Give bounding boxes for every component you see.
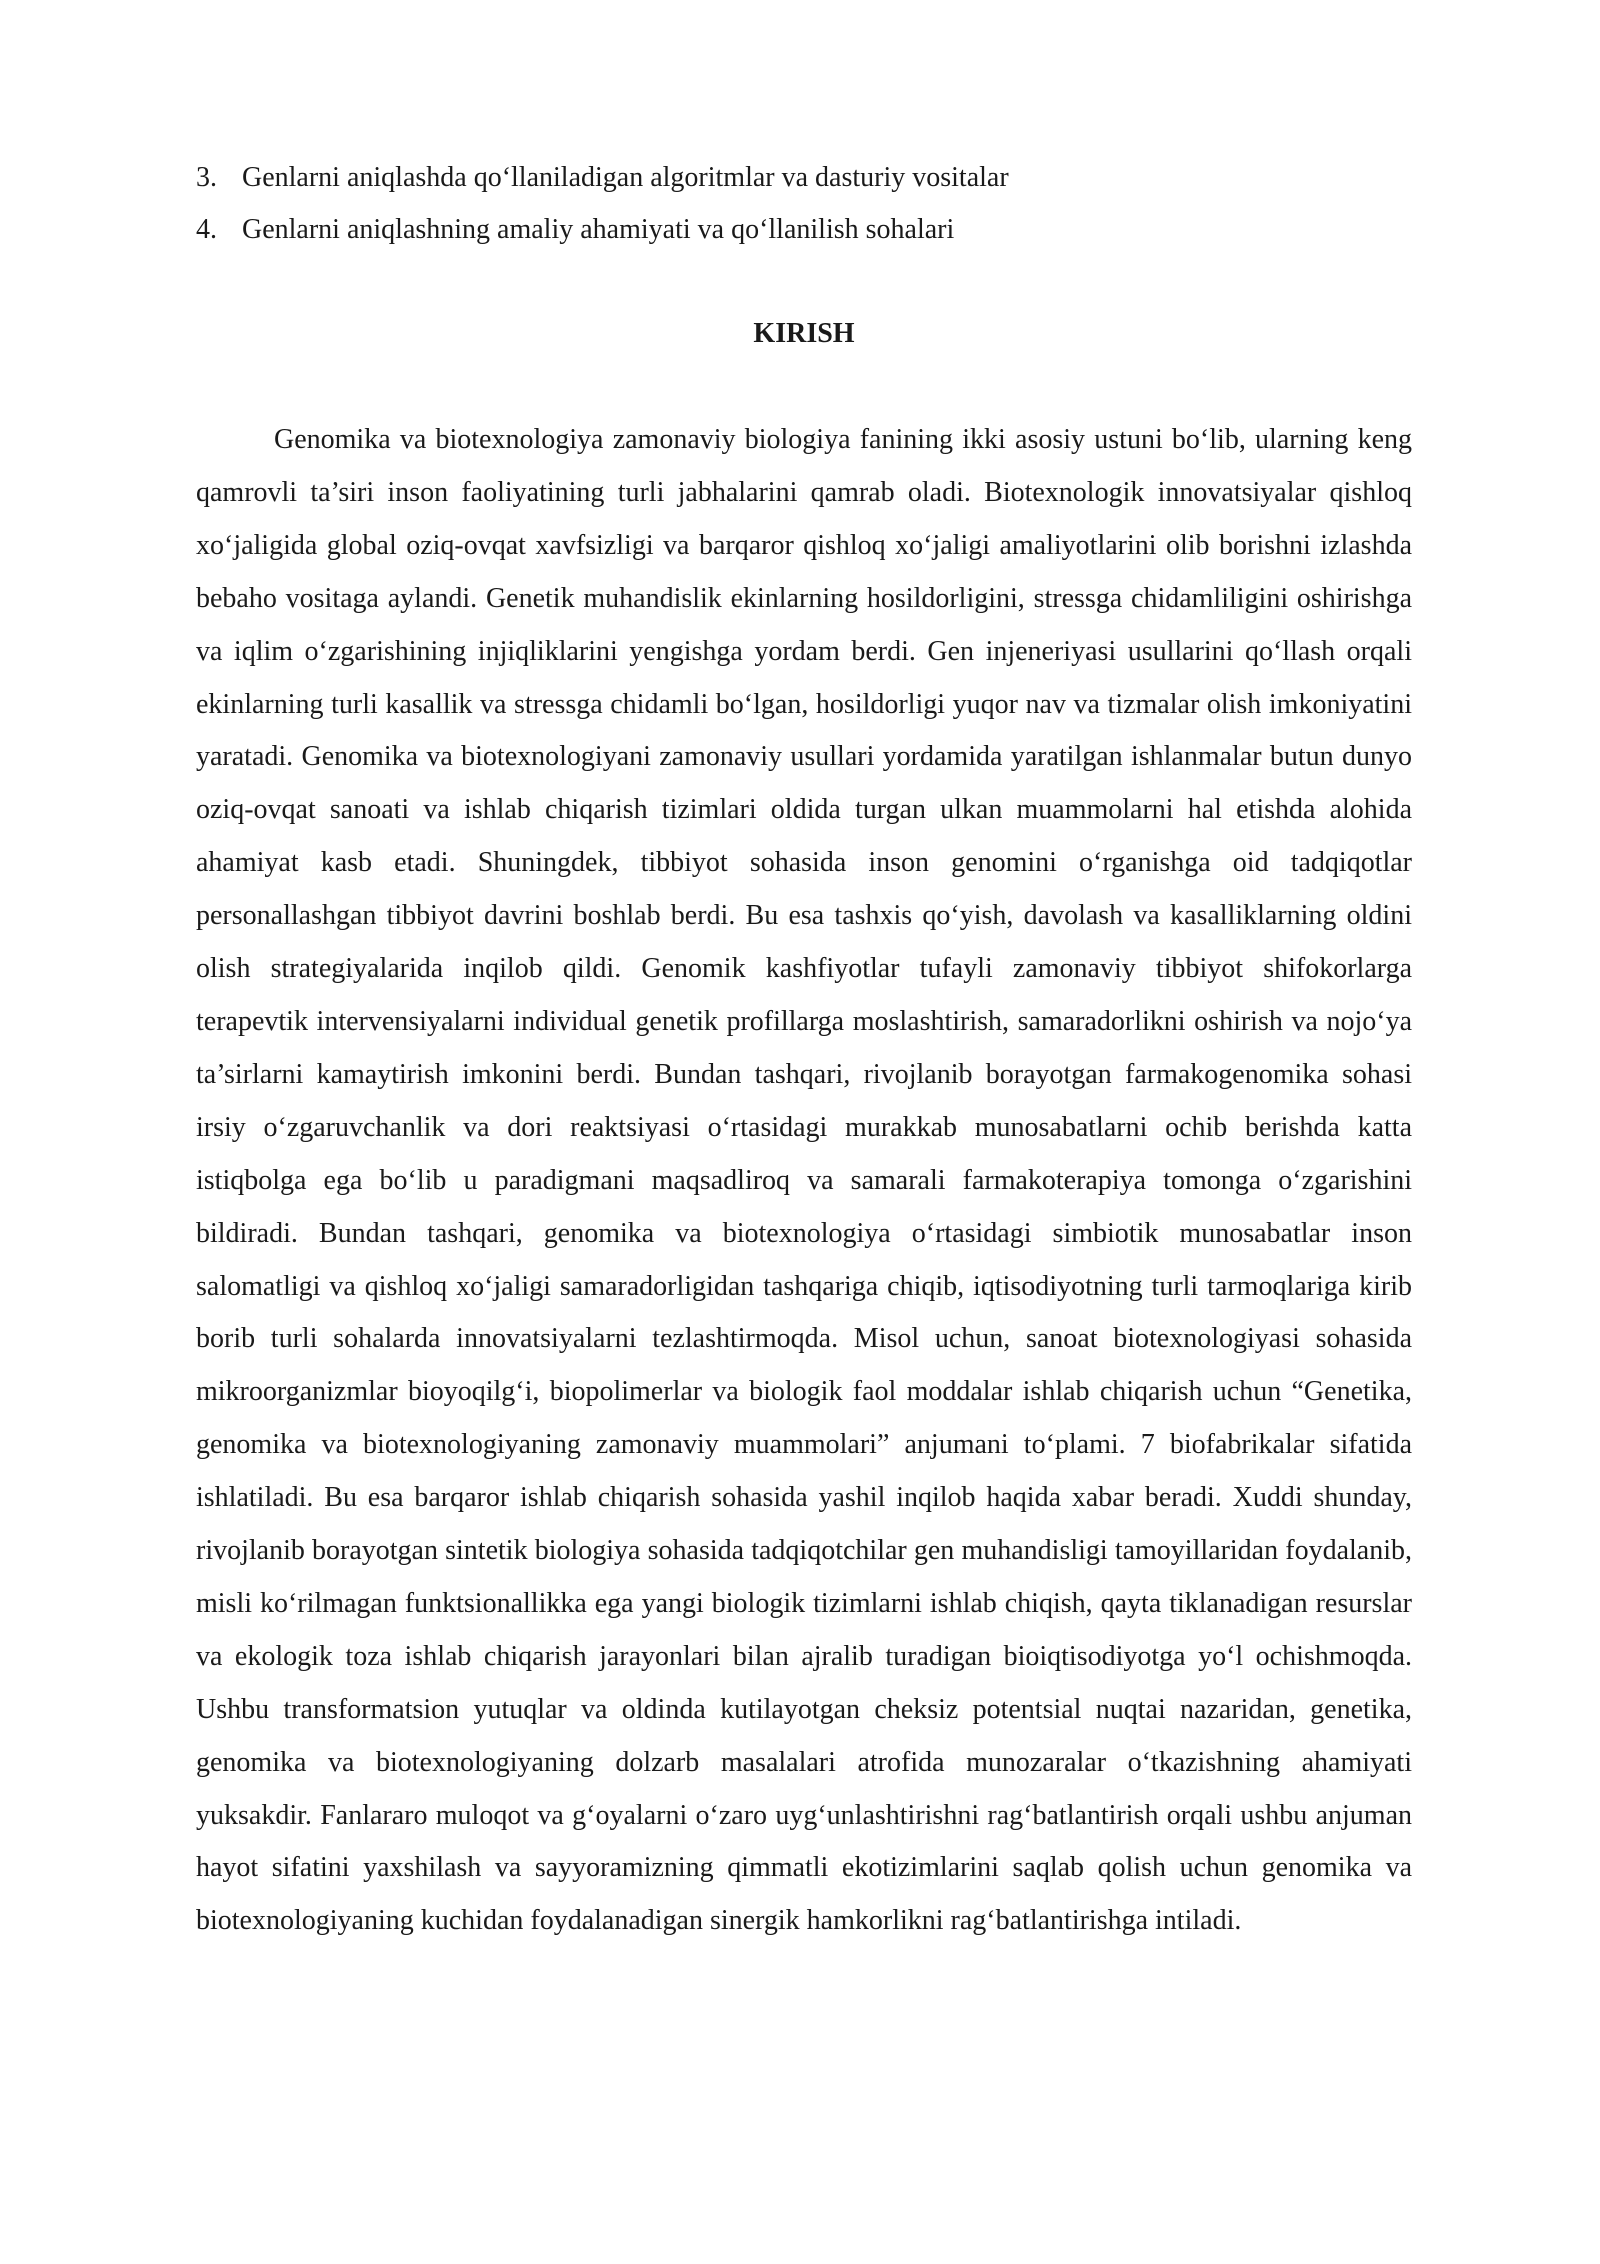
- document-page: [196, 152, 1412, 1976]
- section-heading: KIRISH: [753, 318, 855, 349]
- toc-item-text: Genlarni aniqlashda qo‘llaniladigan algoritmlar va dasturiy vositalar: [242, 162, 1009, 193]
- toc-list: [196, 152, 1412, 256]
- toc-item: [196, 204, 1412, 256]
- toc-item: [196, 152, 1412, 204]
- body-paragraph: Genomika va biotexnologiya zamonaviy biologiya fanining ikki asosiy ustuni bo‘lib, ularning keng qamrovli ta’siri inson faoliyatining turli jabhalarini qamrab oladi. Biotexnologik innovatsiyalar qishloq xo‘jaligida global oziq-ovqat xavfsizligi va barqaror qishloq xo‘jaligi amaliyotlarini olib borishni izlashda bebaho vositaga aylandi. Genetik muhandislik ekinlarning hosildorligini, stressga chidamliligini oshirishga va iqlim o‘zgarishining injiqliklarini yengishga yordam berdi. Gen injeneriyasi usullarini qo‘llash orqali ekinlarning turli kasallik va stressga chidamli bo‘lgan, hosildorligi yuqor nav va tizmalar olish imkoniyatini yaratadi. Genomika va biotexnologiyani zamonaviy usullari yordamida yaratilgan ishlanmalar butun dunyo oziq-ovqat sanoati va ishlab chiqarish tizimlari oldida turgan ulkan muammolarni hal etishda alohida ahamiyat kasb etadi. Shuningdek, tibbiyot sohasida inson genomini o‘rganishga oid tadqiqotlar personallashgan tibbiyot davrini boshlab berdi. Bu esa tashxis qo‘yish, davolash va kasalliklarning oldini olish strategiyalarida inqilob qildi. Genomik kashfiyotlar tufayli zamonaviy tibbiyot shifokorlarga terapevtik intervensiyalarni individual genetik profillarga moslashtirish, samaradorlikni oshirish va nojo‘ya ta’sirlarni kamaytirish imkonini berdi. Bundan tashqari, rivojlanib borayotgan farmakogenomika sohasi irsiy o‘zgaruvchanlik va dori reaktsiyasi o‘rtasidagi murakkab munosabatlarni ochib berishda katta istiqbolga ega bo‘lib u paradigmani maqsadliroq va samarali farmakoterapiya tomonga o‘zgarishini bildiradi. Bundan tashqari, genomika va biotexnologiya o‘rtasidagi simbiotik munosabatlar inson salomatligi va qishloq xo‘jaligi samaradorligidan tashqariga chiqib, iqtisodiyotning turli tarmoqlariga kirib borib turli sohalarda innovatsiyalarni tezlashtirmoqda. Misol uchun, sanoat biotexnologiyasi sohasida mikroorganizmlar bioyoqilg‘i, biopolimerlar va biologik faol moddalar ishlab chiqarish uchun “Genetika, genomika va biotexnologiyaning zamonaviy muammolari” anjumani to‘plami. 7 biofabrikalar sifatida ishlatiladi. Bu esa barqaror ishlab chiqarish sohasida yashil inqilob haqida xabar beradi. Xuddi shunday, rivojlanib borayotgan sintetik biologiya sohasida tadqiqotchilar gen muhandisligi tamoyillaridan foydalanib, misli ko‘rilmagan funktsionallikka ega yangi biologik tizimlarni ishlab chiqish, qayta tiklanadigan resurslar va ekologik toza ishlab chiqarish jarayonlari bilan ajralib turadigan bioiqtisodiyotga yo‘l ochishmoqda. Ushbu transformatsion yutuqlar va oldinda kutilayotgan cheksiz potentsial nuqtai nazaridan, genetika, genomika va biotexnologiyaning dolzarb masalalari atrofida munozaralar o‘tkazishning ahamiyati yuksakdir. Fanlararo muloqot va g‘oyalarni o‘zaro uyg‘unlashtirishni rag‘batlantirish orqali ushbu anjuman hayot sifatini yaxshilash va sayyoramizning qimmatli ekotizimlarini saqlab qolish uchun genomika va biotexnologiyaning kuchidan foydalanadigan sinergik hamkorlikni rag‘batlantirishga intiladi.: [196, 424, 1412, 1937]
- toc-item-text: Genlarni aniqlashning amaliy ahamiyati va qo‘llanilish sohalari: [242, 214, 955, 245]
- toc-item-number: 4.: [196, 214, 217, 245]
- toc-item-number: 3.: [196, 162, 217, 193]
